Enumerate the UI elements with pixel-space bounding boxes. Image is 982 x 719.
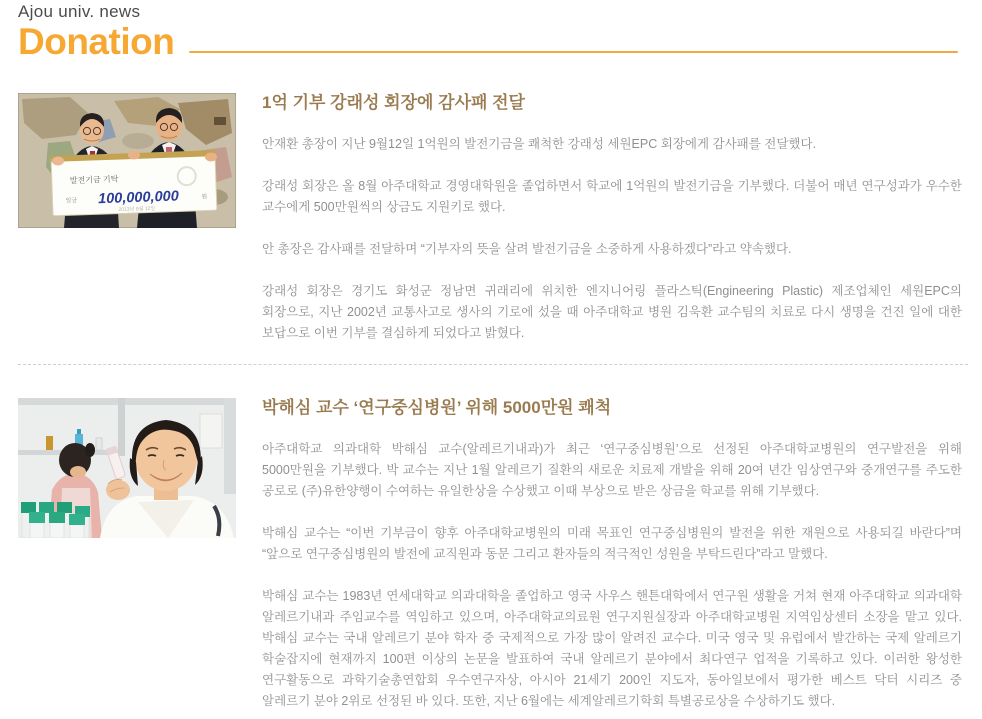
article2-title: 박해심 교수 ‘연구중심병원’ 위해 5000만원 쾌척: [262, 398, 612, 417]
check-amount-prefix: 일금: [65, 197, 78, 205]
article2-body: [262, 398, 962, 712]
article1-paragraph-1: 안재환 총장이 지난 9월12일 1억원의 발전기금을 쾌척한 강래성 세원EPC 회장에게 감사패를 전달했다.: [262, 137, 817, 151]
hand-center: [128, 151, 140, 160]
article1-photo: [18, 93, 236, 344]
check-amount: 100,000,000: [97, 188, 180, 208]
article2-paragraph-1: 아주대학교 의과대학 박해심 교수(알레르기내과)가 최근 ‘연구중심병원’으로 선정된 아주대학교병원의 연구발전을 위해 5000만원을 기부했다. 박 교수는 지난 1월 알레르기 질환의 새로운 치료제 개발을 위해 20여 년간 임상연구와 중개연구를 주도한 공로로 (주)유한양행이 수여하는 유일한상을 수상했고 이때 부상으로 받은 상금을 학교를 위해 기부했다.: [262, 442, 962, 498]
donation-check: [51, 150, 217, 216]
article1-body: [262, 93, 962, 344]
article1-paragraph-4: 강래성 회장은 경기도 화성군 정남면 귀래리에 위치한 엔지니어링 플라스틱(Engineering Plastic) 제조업체인 세원EPC의 회장으로, 지난 2002년 교통사고로 생사의 기로에 섰을 때 아주대학교 병원 김욱환 교수팀의 치료로 다시 생명을 건진 일에 대한 보답으로 이번 기부를 결심하게 되었다고 밝혔다.: [262, 284, 962, 340]
hand-left: [52, 157, 64, 166]
article1-paragraph-2: 강래성 회장은 올 8월 아주대학교 경영대학원을 졸업하면서 학교에 1억원의 발전기금을 기부했다. 더불어 매년 연구성과가 우수한 교수에게 500만원씩의 상금도 지원키로 했다.: [262, 179, 962, 214]
page-header: [18, 2, 962, 60]
article2-paragraph-3: 박해심 교수는 1983년 연세대학교 의과대학을 졸업하고 영국 사우스 핸튼대학에서 연구원 생활을 거쳐 현재 아주대학교 의과대학 알레르기내과 주임교수를 역임하고 있으며, 아주대학교의료원 연구지원실장과 아주대학교병원 지역임상센터 소장을 맡고 있다. 박해심 교수는 국내 알레르기 분야 학자 중 국제적으로 가장 많이 알려진 교수다. 미국 영국 및 유럽에서 발간하는 국제 알레르기 학술잡지에 현재까지 100편 이상의 논문을 발표하여 국내 알레르기 분야에서 최다연구 업적을 기록하고 있다. 이러한 왕성한 연구활동으로 과학기술총연합회 우수연구자상, 아시아 21세기 200인 지도자, 동아일보에서 평가한 베스트 닥터 시리즈 중 알레르기 분야 2위로 선정된 바 있다. 또한, 지난 6월에는 세계알레르기학회 특별공로상을 수상하기도 했다.: [262, 589, 962, 708]
hand-right: [205, 153, 217, 162]
check-heading-text: 발전기금 기탁: [69, 174, 119, 186]
article1-title: 1억 기부 강래성 회장에 감사패 전달: [262, 93, 525, 112]
article1-paragraph-3: 안 총장은 감사패를 전달하며 “기부자의 뜻을 살려 발전기금을 소중하게 사용하겠다”라고 약속했다.: [262, 242, 792, 256]
professor-lab-photo: [18, 398, 236, 538]
title-row: [18, 23, 962, 60]
check-amount-suffix: 원: [201, 194, 208, 201]
title-underline-rule: [189, 51, 958, 53]
article2-paragraph-2: 박해심 교수는 “이번 기부금이 향후 아주대학교병원의 미래 목표인 연구중심병원의 발전을 위한 재원으로 사용되길 바란다”며 “앞으로 연구중심병원의 발전에 교직원과 동문 그리고 환자들의 적극적인 성원을 부탁드린다”라고 말했다.: [262, 526, 962, 561]
article-donation-check: [18, 93, 962, 344]
donation-ceremony-photo: [18, 93, 236, 228]
article2-photo: [18, 398, 236, 712]
check-date: 2013년 9월 12일: [118, 205, 156, 214]
site-eyebrow: Ajou univ. news: [18, 2, 141, 21]
article-professor-donation: [18, 398, 962, 712]
article-divider: [18, 364, 968, 365]
page-title: Donation: [18, 21, 175, 62]
